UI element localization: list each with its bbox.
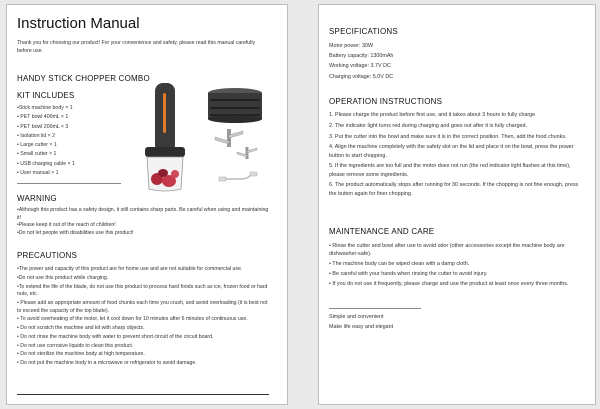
precaution-item: •To extend the life of the blade, do not use this product to process hard foods such as ice, frozen food or hard nuts, etc. bbox=[17, 283, 268, 298]
product-heading: HANDY STICK CHOPPER COMBO bbox=[17, 74, 150, 83]
kit-item: • User manual × 1 bbox=[17, 170, 59, 177]
operation-step: 3. Put the cutter into the bowl and make sure it is in the correct position. Then, add the food chunks. bbox=[329, 133, 567, 140]
spec-item: Working voltage: 3.7V DC bbox=[329, 63, 391, 70]
kit-item: • PET bowl 200mL × 3 bbox=[17, 123, 69, 130]
spec-item: Motor power: 30W bbox=[329, 43, 374, 49]
bottom-rule bbox=[17, 394, 269, 395]
specifications-heading: SPECIFICATIONS bbox=[329, 27, 398, 36]
operation-step: 4. Align the machine completely with the safety slot on the lid and place it on the bowl, press the power button to start chopping. bbox=[329, 144, 574, 159]
maintenance-item: • Rinse the cutter and bowl after use to avoid odor (other accessories except the machine body are dishwasher-safe). bbox=[329, 243, 565, 258]
warning-item: •Although this product has a safety design, it still contains sharp parts. Be careful when using and maintaining it! bbox=[17, 207, 269, 221]
operation-step: 5. If the ingredients are too full and the motor does not run (the red indicator light flashes at this time), please remove some ingredients. bbox=[329, 163, 571, 178]
intro-text: Thank you for choosing our product! For your convenience and safety, please read this manual carefully before use. bbox=[17, 40, 256, 54]
operation-heading: OPERATION INSTRUCTIONS bbox=[329, 97, 443, 106]
closing-text bbox=[329, 312, 393, 332]
kit-item: • Small cutter × 1 bbox=[17, 151, 57, 158]
operation-step: 2. The indicator light turns red during charging and goes out after it is fully charged. bbox=[329, 122, 527, 129]
precaution-item: • Do not use corrosive liquids to clean this product. bbox=[17, 342, 134, 349]
precaution-item: • To avoid overheating of the motor, let it cool down for 10 minutes after 6 minutes of continuous use. bbox=[17, 316, 248, 323]
closing-divider bbox=[329, 308, 421, 309]
kit-item: •Stick machine body × 1 bbox=[17, 105, 73, 111]
precaution-item: • Do not rinse the machine body with water to prevent short circuit of the circuit board. bbox=[17, 333, 214, 340]
kit-heading: KIT INCLUDES bbox=[17, 91, 75, 100]
precaution-item: • Do not put the machine body in a microwave or refrigerator to avoid damage. bbox=[17, 360, 197, 367]
warning-list bbox=[17, 207, 269, 237]
manual-title: Instruction Manual bbox=[17, 15, 140, 32]
precaution-item: • Do not sterilize the machine body at high temperature. bbox=[17, 351, 145, 358]
right-page bbox=[318, 4, 596, 405]
kit-item: • USB charging cable × 1 bbox=[17, 160, 75, 167]
maintenance-item: • The machine body can be wiped clean with a damp cloth. bbox=[329, 261, 470, 268]
product-illustration bbox=[143, 81, 275, 193]
spec-item: Charging voltage: 5.0V DC bbox=[329, 73, 394, 80]
spec-list bbox=[329, 41, 393, 82]
warning-item: •Do not let people with disabilities use this product! bbox=[17, 229, 134, 236]
warning-item: •Please keep it out of the reach of children! bbox=[17, 222, 116, 229]
operation-step: 1. Please charge the product before first use, and it takes about 3 hours to fully charge. bbox=[329, 112, 537, 118]
precaution-item: • Do not scratch the machine and kit with sharp objects. bbox=[17, 325, 145, 332]
precaution-item: •Do not use this product while charging. bbox=[17, 274, 109, 281]
operation-list bbox=[329, 111, 587, 200]
maintenance-item: • Be careful with your hands when rinsing the cutter to avoid injury. bbox=[329, 271, 488, 278]
precaution-item: • Please add an appropriate amount of food chunks each time you crush, and avoid overloading (it is best not to exceed the capacity of the top blade). bbox=[17, 299, 268, 314]
precaution-item: •The power and capacity of this product are for home use and are not suitable for commercial use. bbox=[17, 266, 243, 272]
closing-line-1: Simple and convenient bbox=[329, 314, 384, 320]
kit-divider bbox=[17, 183, 121, 184]
operation-step: 6. The product automatically stops after running for 30 seconds. If the chopping is not fine enough, press the button again for finer chopping. bbox=[329, 182, 579, 197]
warning-heading: WARNING bbox=[17, 194, 57, 203]
kit-item: • PET bowl 400mL × 1 bbox=[17, 114, 69, 121]
maintenance-heading: MAINTENANCE AND CARE bbox=[329, 227, 435, 236]
closing-line-2: Make life easy and elegant bbox=[329, 324, 394, 330]
left-page bbox=[6, 4, 288, 405]
maintenance-list bbox=[329, 242, 587, 290]
maintenance-item: • If you do not use it frequently, please charge and use the product at least once every three months. bbox=[329, 281, 569, 288]
spec-item: Battery capacity: 1300mAh bbox=[329, 53, 394, 60]
kit-list bbox=[17, 104, 75, 178]
kit-item: • Large cutter × 1 bbox=[17, 142, 57, 149]
kit-item: • Isolation lid × 2 bbox=[17, 132, 56, 139]
precautions-heading: PRECAUTIONS bbox=[17, 251, 77, 260]
precautions-list bbox=[17, 266, 269, 369]
